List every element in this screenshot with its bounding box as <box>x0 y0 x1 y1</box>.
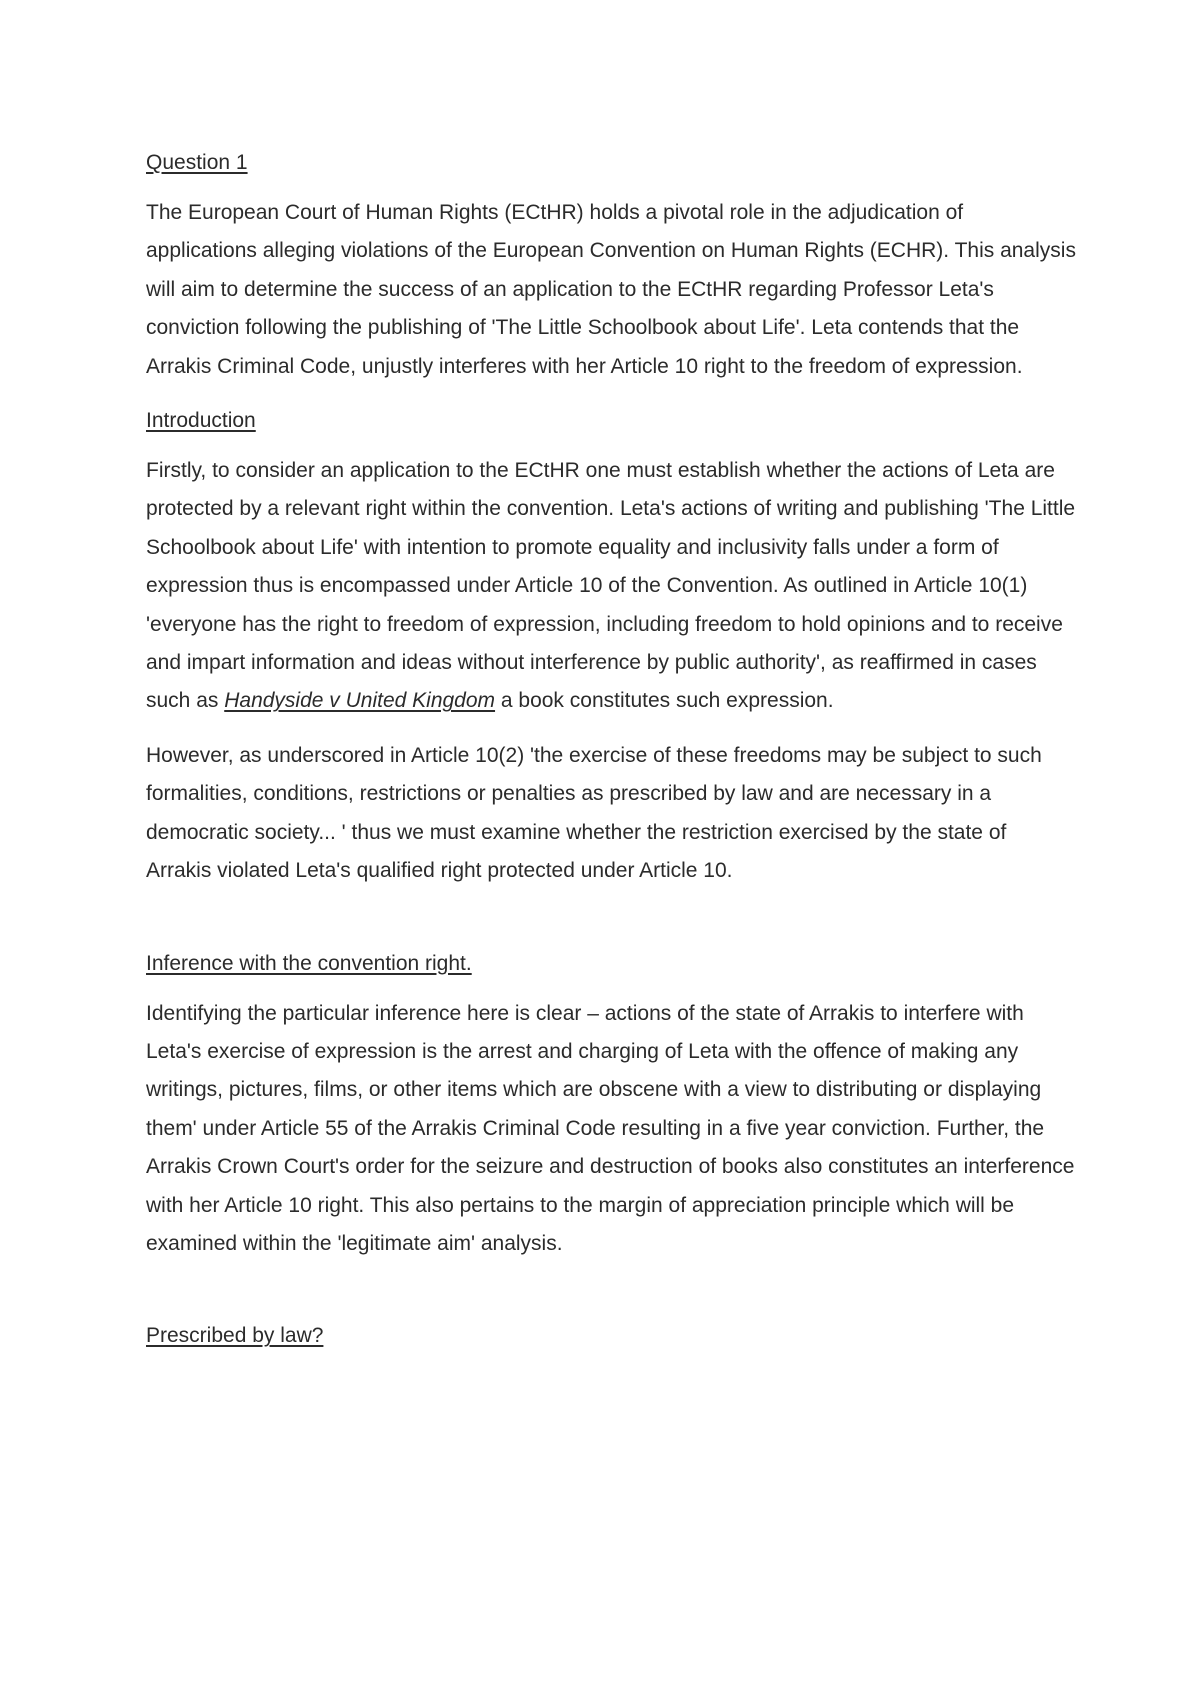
heading-inference: Inference with the convention right. <box>146 951 472 975</box>
paragraph-introduction-1-text-after: a book constitutes such expression. <box>495 689 834 713</box>
paragraph-introduction-2: However, as underscored in Article 10(2) 'the exercise of these freedoms may be subject to such formalities, conditions, restrictions or penalties as prescribed by law and are necessary in a democratic society... ' thus we must examine whether the restriction exercised by the state of Arrakis violated Leta's qualified right protected under Article 10. <box>146 743 1042 883</box>
heading-prescribed-by-law: Prescribed by law? <box>146 1324 324 1348</box>
section-spacer <box>146 907 1076 945</box>
case-citation-handyside: Handyside v United Kingdom <box>224 689 496 713</box>
heading-introduction: Introduction <box>146 409 256 433</box>
paragraph-inference: Identifying the particular inference here is clear – actions of the state of Arrakis to interfere with Leta's exercise of expression is the arrest and charging of Leta with the offence of making any writings, pictures, films, or other items which are obscene with a view to distributing or displaying them' under Article 55 of the Arrakis Criminal Code resulting in a five year conviction. Further, the Arrakis Crown Court's order for the seizure and destruction of books also constitutes an interference with her Article 10 right. This also pertains to the margin of appreciation principle which will be examined within the 'legitimate aim' analysis. <box>146 1001 1075 1255</box>
paragraph-question-1: The European Court of Human Rights (ECtHR) holds a pivotal role in the adjudication of applications alleging violations of the European Convention on Human Rights (ECHR). This analysis will aim to determine the success of an application to the ECtHR regarding Professor Leta's conviction following the publishing of 'The Little Schoolbook about Life'. Leta contends that the Arrakis Criminal Code, unjustly interferes with her Article 10 right to the freedom of expression. <box>146 201 1076 378</box>
paragraph-introduction-1 <box>146 452 1076 721</box>
heading-question-1: Question 1 <box>146 151 248 174</box>
document-body <box>146 144 1076 1367</box>
section-spacer <box>146 1279 1076 1317</box>
paragraph-introduction-1-text-before: Firstly, to consider an application to the ECtHR one must establish whether the actions of Leta are protected by a relevant right within the convention. Leta's actions of writing and publishing 'The Little Schoolbook about Life' with intention to promote equality and inclusivity falls under a form of expression thus is encompassed under Article 10 of the Convention. As outlined in Article 10(1) 'everyone has the right to freedom of expression, including freedom to hold opinions and to receive and impart information and ideas without interference by public authority', as reaffirmed in cases such as <box>146 459 1076 713</box>
